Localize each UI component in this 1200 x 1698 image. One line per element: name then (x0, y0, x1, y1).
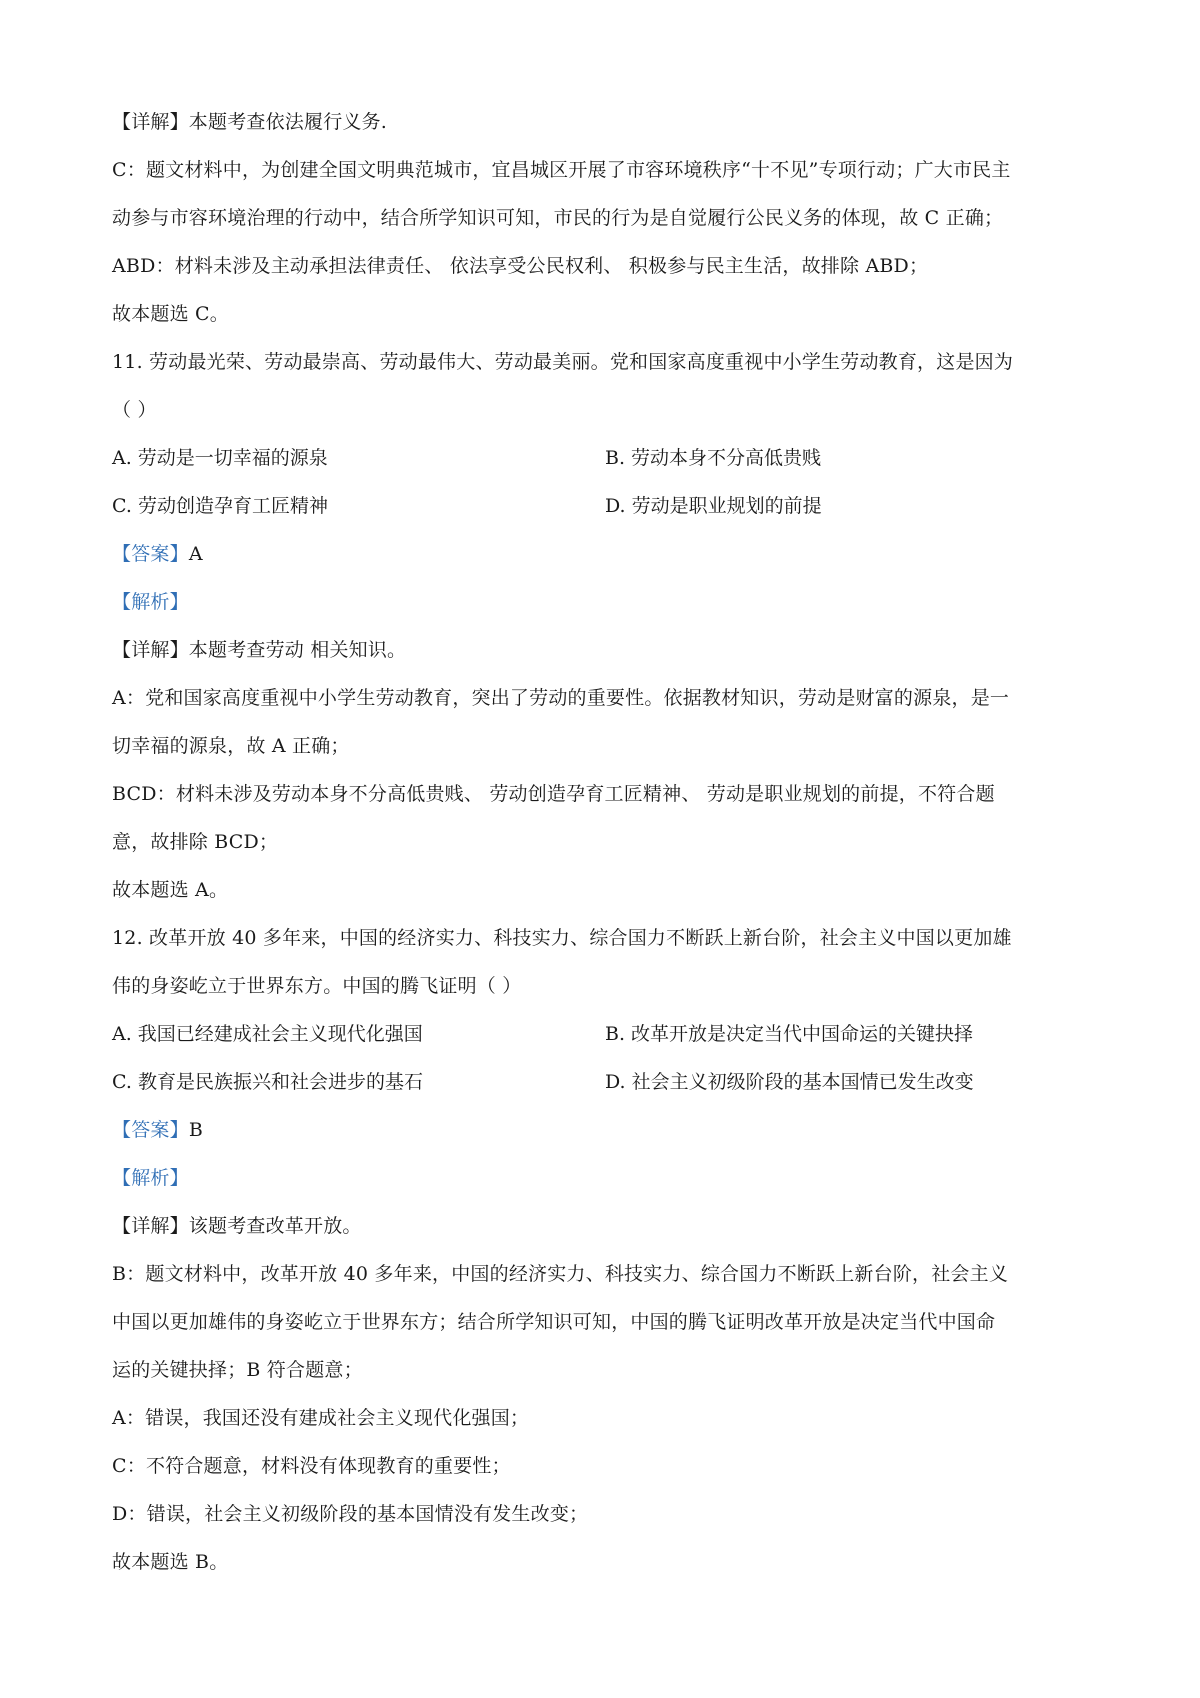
q10-conclusion: 故本题选 C。 (112, 303, 229, 325)
q11-detail: 【详解】本题考查劳动 相关知识。 (112, 639, 407, 661)
q11-stem-line-1: 11. 劳动最光荣、劳动最崇高、劳动最伟大、劳动最美丽。党和国家高度重视中小学生劳动教育，这是因为 (112, 351, 1014, 373)
q12-answer-tag: 【答案】 (112, 1119, 189, 1141)
q11-analysis-tag: 【解析】 (112, 591, 189, 613)
q11-answer-value: A (188, 543, 203, 565)
q11-bcd-line-1: BCD：材料未涉及劳动本身不分高低贵贱、 劳动创造孕育工匠精神、 劳动是职业规划的前提，不符合题 (112, 783, 995, 805)
q11-option-a: A. 劳动是一切幸福的源泉 (112, 447, 328, 469)
q12-b-line-3: 运的关键抉择；B 符合题意； (112, 1359, 363, 1381)
document-page (112, 98, 1102, 1586)
q12-answer (112, 1106, 1102, 1154)
q12-stem-line-1: 12. 改革开放 40 多年来，中国的经济实力、科技实力、综合国力不断跃上新台阶，社会主义中国以更加雄 (112, 927, 1012, 949)
q12-answer-value: B (188, 1119, 203, 1141)
q12-a-line: A：错误，我国还没有建成社会主义现代化强国； (112, 1407, 530, 1429)
q11-options-row-2 (112, 482, 1102, 530)
q11-options-row-1 (112, 434, 1102, 482)
q11-option-b: B. 劳动本身不分高低贵贱 (605, 447, 822, 469)
q11-answer (112, 530, 1102, 578)
q11-stem-line-2: （ ） (112, 399, 157, 421)
q12-analysis-tag: 【解析】 (112, 1167, 189, 1189)
q11-conclusion: 故本题选 A。 (112, 879, 229, 901)
q10-c-line-2: 动参与市容环境治理的行动中，结合所学知识可知，市民的行为是自觉履行公民义务的体现，故 C 正确； (112, 207, 1004, 229)
q11-a-line-1: A：党和国家高度重视中小学生劳动教育，突出了劳动的重要性。依据教材知识，劳动是财富的源泉，是一 (112, 687, 1010, 709)
q11-answer-tag: 【答案】 (112, 543, 189, 565)
q10-detail: 【详解】本题考查依法履行义务. (112, 111, 388, 133)
q12-option-a: A. 我国已经建成社会主义现代化强国 (112, 1023, 423, 1045)
q12-option-d: D. 社会主义初级阶段的基本国情已发生改变 (605, 1071, 974, 1093)
q12-d-line: D：错误，社会主义初级阶段的基本国情没有发生改变； (112, 1503, 589, 1525)
q12-detail: 【详解】该题考查改革开放。 (112, 1215, 362, 1237)
q11-a-line-2: 切幸福的源泉，故 A 正确； (112, 735, 350, 757)
q12-c-line: C：不符合题意，材料没有体现教育的重要性； (112, 1455, 511, 1477)
q12-b-line-2: 中国以更加雄伟的身姿屹立于世界东方；结合所学知识可知，中国的腾飞证明改革开放是决定当代中国命 (112, 1311, 996, 1333)
q12-options-row-1 (112, 1010, 1102, 1058)
q12-conclusion: 故本题选 B。 (112, 1551, 229, 1573)
q12-option-c: C. 教育是民族振兴和社会进步的基石 (112, 1071, 423, 1093)
q12-b-line-1: B：题文材料中，改革开放 40 多年来，中国的经济实力、科技实力、综合国力不断跃上新台阶，社会主义 (112, 1263, 1009, 1285)
q10-c-line-1: C：题文材料中，为创建全国文明典范城市，宜昌城区开展了市容环境秩序“十不见”专项行动；广大市民主 (112, 159, 1011, 181)
q12-options-row-2 (112, 1058, 1102, 1106)
q11-bcd-line-2: 意，故排除 BCD； (112, 831, 279, 853)
q12-option-b: B. 改革开放是决定当代中国命运的关键抉择 (605, 1023, 974, 1045)
q12-stem-line-2: 伟的身姿屹立于世界东方。中国的腾飞证明（ ） (112, 975, 522, 997)
q10-abd-line: ABD：材料未涉及主动承担法律责任、 依法享受公民权利、 积极参与民主生活，故排除 ABD； (112, 255, 929, 277)
q11-option-c: C. 劳动创造孕育工匠精神 (112, 495, 328, 517)
q11-option-d: D. 劳动是职业规划的前提 (605, 495, 822, 517)
